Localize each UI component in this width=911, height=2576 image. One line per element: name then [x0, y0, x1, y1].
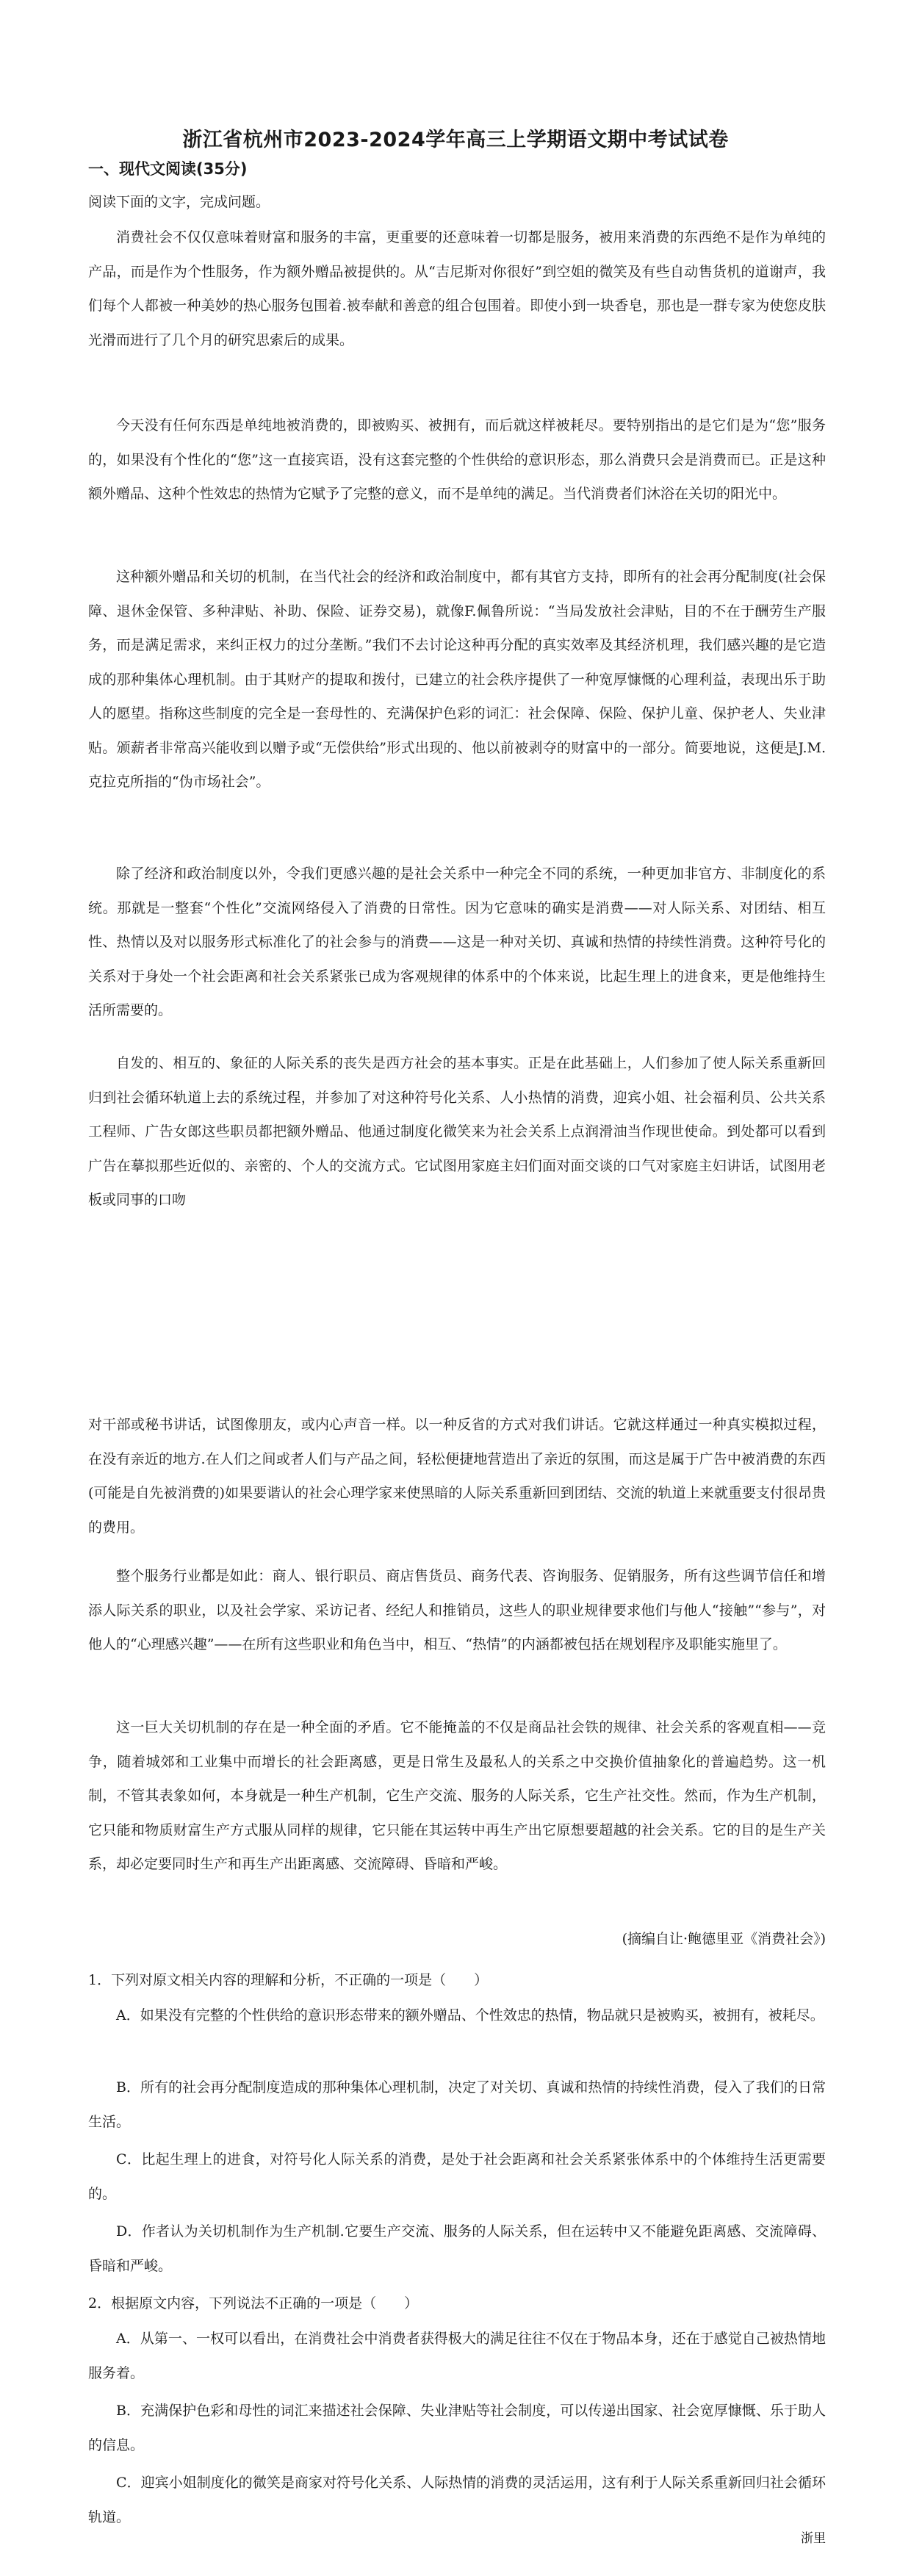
section-heading: 一、现代文阅读(35分)	[88, 160, 248, 178]
passage-paragraph: 除了经济和政治制度以外，令我们更感兴趣的是社会关系中一种完全不同的系统，一种更加非官方、非制度化的系统。那就是一整套“个性化”交流网络侵入了消费的日常性。因为它意味的确实是消费——对人际关系、对团结、相互性、热情以及对以服务形式标准化了的社会参与的消费——这是一种对关切、真诚和热情的持续性消费。这种符号化的关系对于身处一个社会距离和社会关系紧张已成为客观规律的体系中的个体来说，比起生理上的进食来，更是他维持生活所需要的。	[88, 866, 826, 1019]
question-1-option-b: B．所有的社会再分配制度造成的那种集体心理机制，决定了对关切、真诚和热情的持续性消费，侵入了我们的日常生活。	[88, 2079, 826, 2130]
question-1-option-a: A．如果没有完整的个性供给的意识形态带来的额外赠品、个性效忠的热情，物品就只是被购买，被拥有，被耗尽。	[116, 2007, 824, 2023]
question-2-stem: 2．根据原文内容，下列说法不正确的一项是（ ）	[88, 2295, 419, 2311]
footer-watermark: 浙里	[801, 2531, 826, 2546]
question-2-option-c: C．迎宾小姐制度化的微笑是商家对符号化关系、人际热情的消费的灵活运用，这有利于人际关系重新回归社会循环轨道。	[88, 2475, 826, 2525]
passage-paragraph: 今天没有任何东西是单纯地被消费的，即被购买、被拥有，而后就这样被耗尽。要特别指出的是它们是为“您”服务的，如果没有个性化的“您”这一直接宾语，没有这套完整的个性供给的意识形态，那么消费只会是消费而已。正是这种额外赠品、这种个性效忠的热情为它赋予了完整的意义，而不是单纯的满足。当代消费者们沐浴在关切的阳光中。	[88, 417, 826, 503]
passage-paragraph: 自发的、相互的、象征的人际关系的丧失是西方社会的基本事实。正是在此基础上，人们参加了使人际关系重新回归到社会循环轨道上去的系统过程，并参加了对这种符号化关系、人小热情的消费，迎宾小姐、社会福利员、公共关系工程师、广告女郎这些职员都把额外赠品、他通过制度化微笑来为社会关系上点润滑油当作现世使命。到处都可以看到广告在摹拟那些近似的、亲密的、个人的交流方式。它试图用家庭主妇们面对面交谈的口气对家庭主妇讲话，试图用老板或同事的口吻	[88, 1055, 826, 1209]
passage-paragraph: 消费社会不仅仅意味着财富和服务的丰富，更重要的还意味着一切都是服务，被用来消费的东西绝不是作为单纯的产品，而是作为个性服务，作为额外赠品被提供的。从“吉尼斯对你很好”到空姐的微笑及有些自动售货机的道谢声，我们每个人都被一种美妙的热心服务包围着.被奉献和善意的组合包围着。即使小到一块香皂，那也是一群专家为使您皮肤光滑而进行了几个月的研究思索后的成果。	[88, 229, 826, 348]
passage-paragraph: 对干部或秘书讲话，试图像朋友，或内心声音一样。以一种反省的方式对我们讲话。它就这样通过一种真实模拟过程，在没有亲近的地方.在人们之间或者人们与产品之间，轻松便捷地营造出了亲近的氛围，而这是属于广告中被消费的东西(可能是自先被消费的)如果要谐认的社会心理学家来使黑暗的人际关系重新回到团结、交流的轨道上来就重要支付很昂贵的费用。	[88, 1417, 826, 1536]
passage-paragraph: 这一巨大关切机制的存在是一种全面的矛盾。它不能掩盖的不仅是商品社会铁的规律、社会关系的客观直相——竞争，随着城郊和工业集中而增长的社会距离感，更是日常生及最私人的关系之中交换价值抽象化的普遍趋势。这一机制，不管其表象如何，本身就是一种生产机制，它生产交流、服务的人际关系，它生产社交性。然而，作为生产机制，它只能和物质财富生产方式服从同样的规律，它只能在其运转中再生产出它原想要超越的社会关系。它的目的是生产关系，却必定要同时生产和再生产出距离感、交流障碍、昏暗和严峻。	[88, 1719, 826, 1873]
question-2-option-b: B．充满保护色彩和母性的词汇来描述社会保障、失业津贴等社会制度，可以传递出国家、社会宽厚慷慨、乐于助人的信息。	[88, 2403, 826, 2453]
exam-title: 浙江省杭州市2023-2024学年高三上学期语文期中考试试卷	[182, 129, 729, 151]
question-2-option-a: A．从第一、一权可以看出，在消费社会中消费者获得极大的满足往往不仅在于物品本身，还在于感觉自己被热情地服务着。	[88, 2331, 826, 2381]
reading-instruction: 阅读下面的文字，完成问题。	[88, 194, 270, 210]
question-1-option-d: D．作者认为关切机制作为生产机制.它要生产交流、服务的人际关系，但在运转中又不能避免距离感、交流障碍、昏暗和严峻。	[88, 2223, 826, 2274]
passage-paragraph: 整个服务行业都是如此：商人、银行职员、商店售货员、商务代表、咨询服务、促销服务，所有这些调节信任和增添人际关系的职业，以及社会学家、采访记者、经纪人和推销员，这些人的职业规律要求他们与他人“接触”“参与”，对他人的“心理感兴趣”——在所有这些职业和角色当中，相互、“热情”的内涵都被包括在规划程序及职能实施里了。	[88, 1568, 826, 1653]
passage-paragraph: 这种额外赠品和关切的机制，在当代社会的经济和政治制度中，都有其官方支持，即所有的社会再分配制度(社会保障、退休金保管、多种津贴、补助、保险、证券交易)，就像F.佩鲁所说：“当局发放社会津贴，目的不在于酬劳生产服务，而是满足需求，来纠正权力的过分垄断。”我们不去讨论这种再分配的真实效率及其经济机理，我们感兴趣的是它造成的那种集体心理机制。由于其财产的提取和拨付，已建立的社会秩序提供了一种宽厚慷慨的心理利益，表现出乐于助人的愿望。指称这些制度的完全是一套母性的、充满保护色彩的词汇：社会保障、保险、保护儿童、保护老人、失业津贴。颁薪者非常高兴能收到以赠予或“无偿供给”形式出现的、他以前被剥夺的财富中的一部分。简要地说，这便是J.M.克拉克所指的“伪市场社会”。	[88, 569, 826, 791]
question-1-stem: 1．下列对原文相关内容的理解和分析，不正确的一项是（ ）	[88, 1972, 489, 1988]
passage-source: (摘编自让·鲍德里亚《消费社会》)	[622, 1931, 826, 1947]
question-1-option-c: C．比起生理上的进食，对符号化人际关系的消费，是处于社会距离和社会关系紧张体系中的个体维持生活更需要的。	[88, 2151, 826, 2202]
